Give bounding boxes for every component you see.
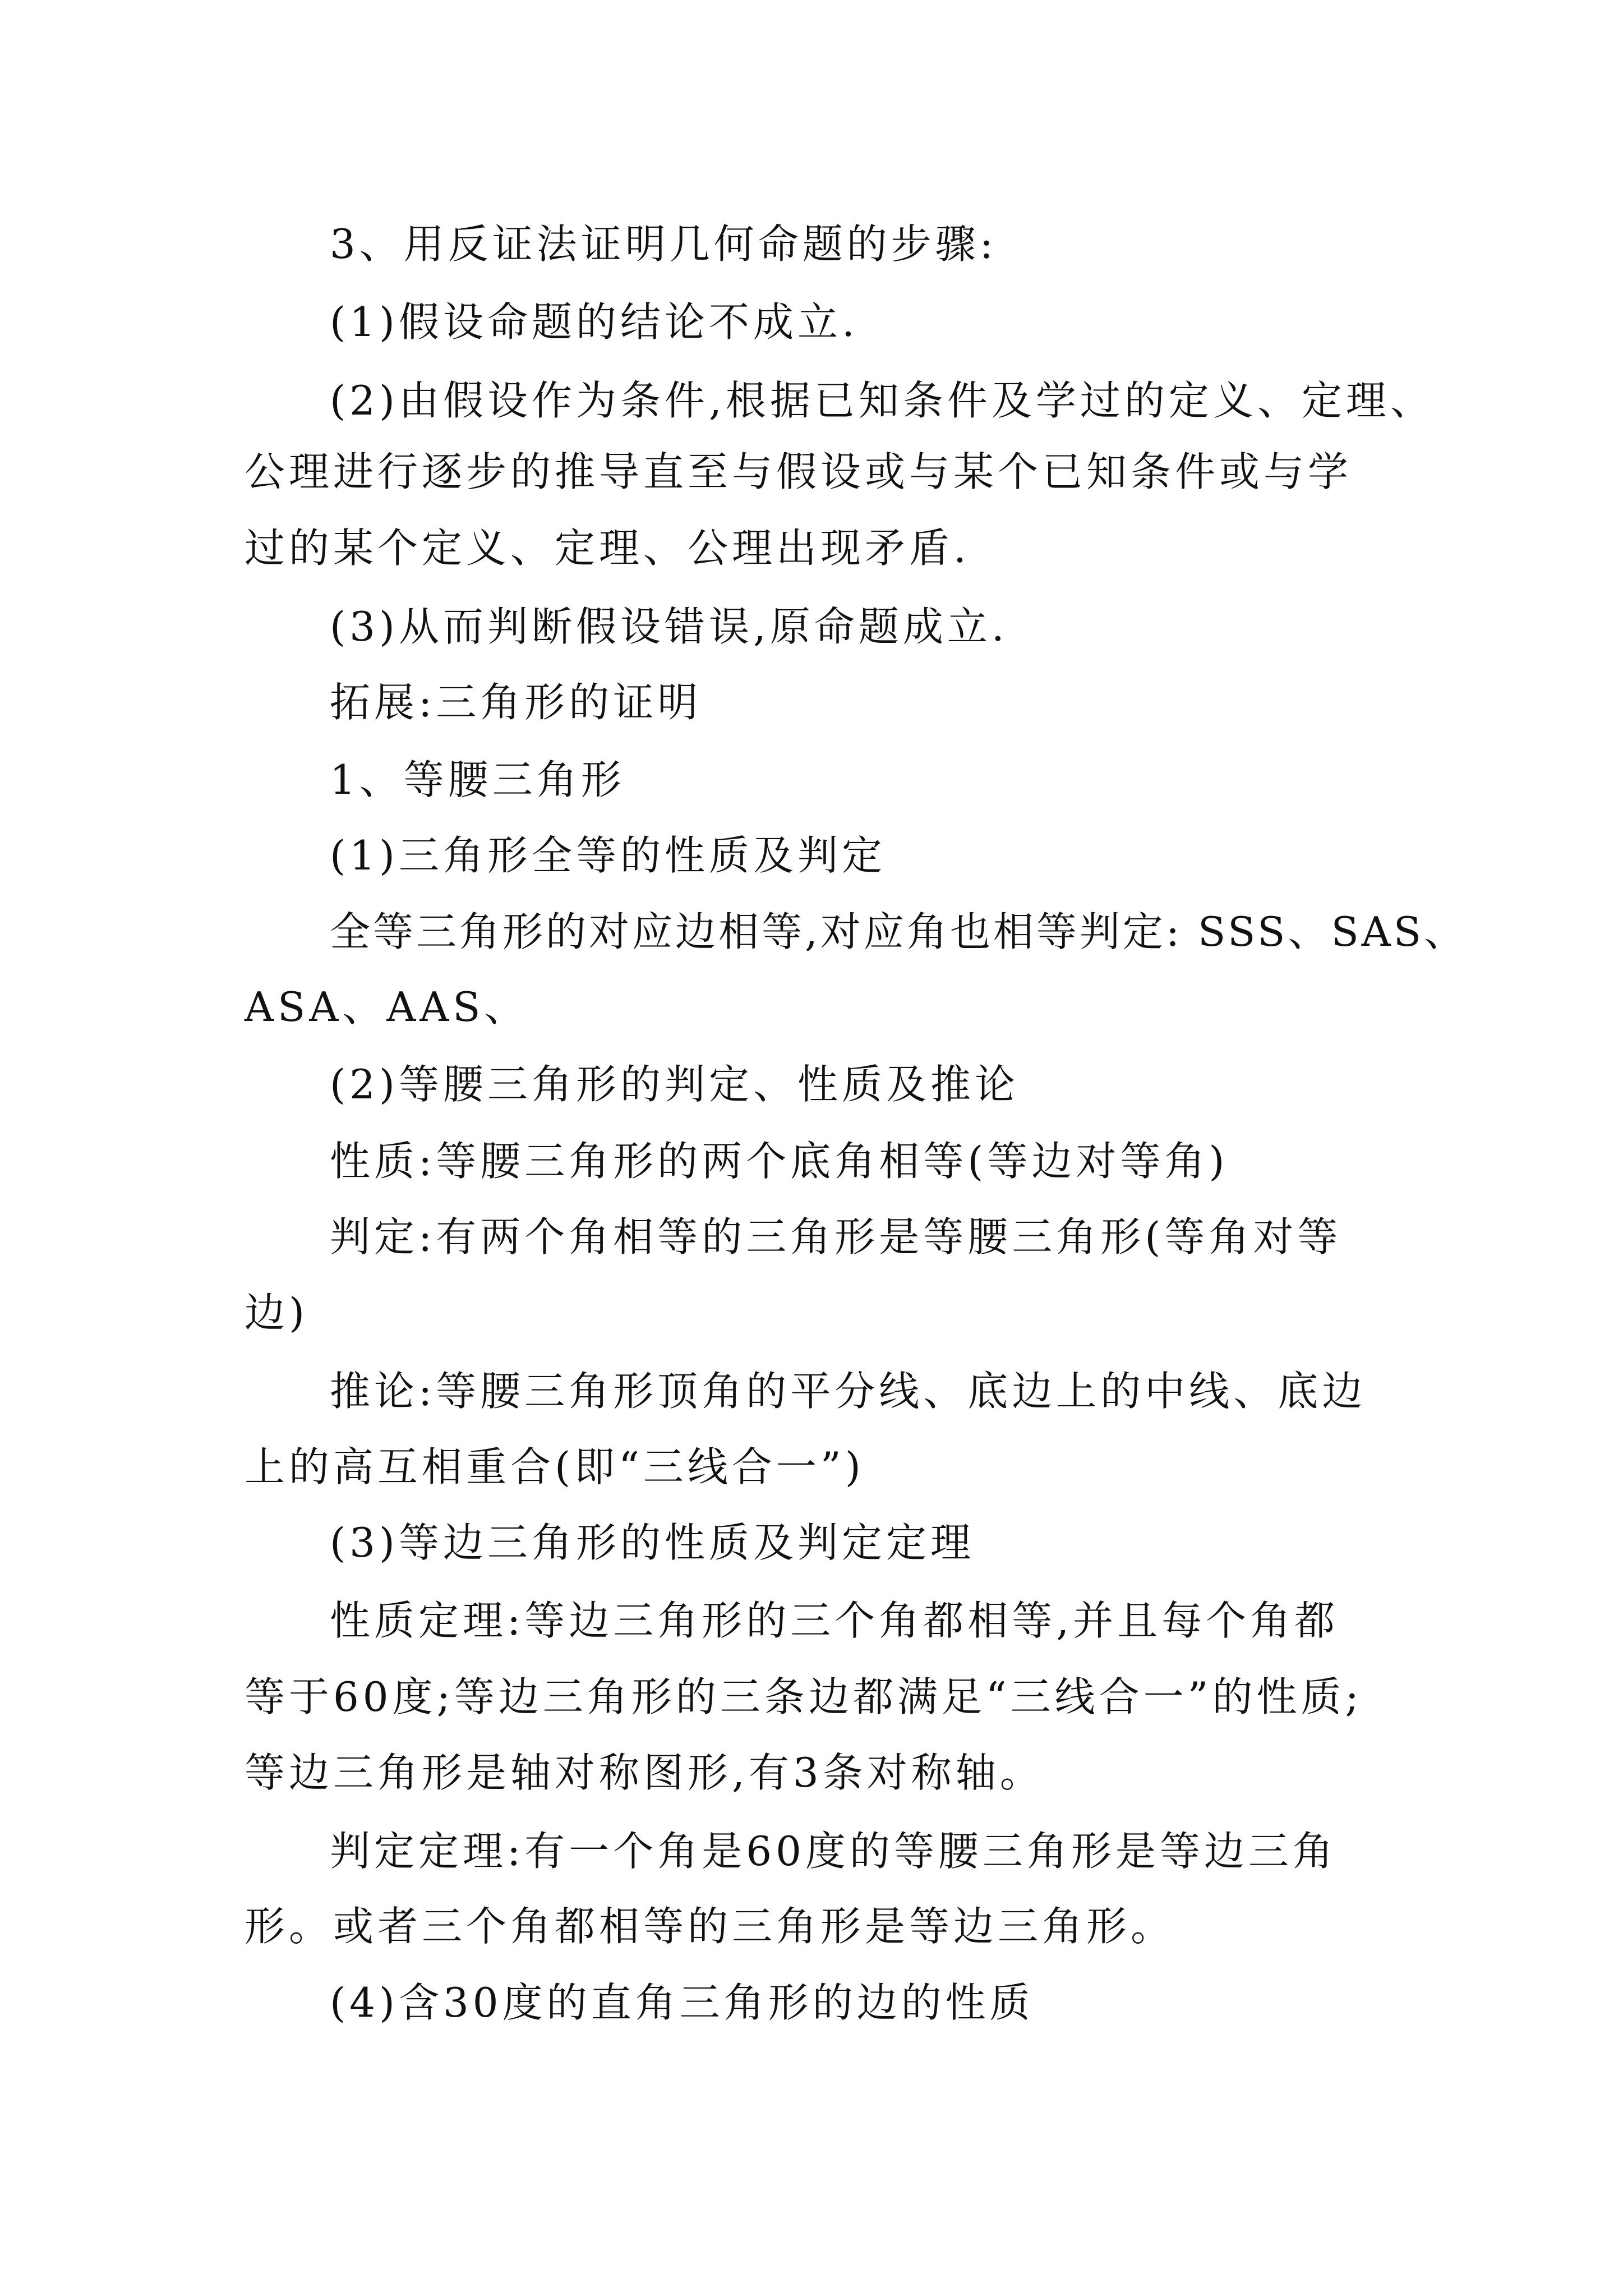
paragraph-line: (4)含30度的直角三角形的边的性质 — [330, 1979, 1034, 2026]
paragraph-line: 性质定理:等边三角形的三个角都相等,并且每个角都 — [330, 1597, 1339, 1644]
paragraph-line: 3、用反证法证明几何命题的步骤: — [330, 220, 998, 268]
paragraph-line: 推论:等腰三角形顶角的平分线、底边上的中线、底边 — [330, 1368, 1367, 1415]
paragraph-line: 全等三角形的对应边相等,对应角也相等判定: SSS、SAS、 — [330, 908, 1468, 955]
paragraph-line: (1)假设命题的结论不成立. — [330, 298, 859, 346]
paragraph-line: (2)等腰三角形的判定、性质及推论 — [330, 1061, 1019, 1108]
paragraph-line: 判定定理:有一个角是60度的等腰三角形是等边三角 — [330, 1828, 1337, 1875]
paragraph-line: 形。或者三个角都相等的三角形是等边三角形。 — [245, 1903, 1175, 1950]
paragraph-line: 判定:有两个角相等的三角形是等腰三角形(等角对等 — [330, 1213, 1342, 1260]
paragraph-line: 性质:等腰三角形的两个底角相等(等边对等角) — [330, 1138, 1229, 1185]
paragraph-line: (3)从而判断假设错误,原命题成立. — [330, 603, 1008, 650]
paragraph-line: 边) — [245, 1289, 309, 1336]
paragraph-line: (2)由假设作为条件,根据已知条件及学过的定义、定理、 — [330, 377, 1435, 424]
paragraph-line: 拓展:三角形的证明 — [330, 679, 702, 726]
paragraph-line: (3)等边三角形的性质及判定定理 — [330, 1519, 975, 1566]
paragraph-line: ASA、AAS、 — [245, 983, 529, 1030]
paragraph-line: 公理进行逐步的推导直至与假设或与某个已知条件或与学 — [245, 448, 1353, 495]
paragraph-line: 1、等腰三角形 — [330, 756, 625, 803]
paragraph-line: 过的某个定义、定理、公理出现矛盾. — [245, 524, 970, 572]
paragraph-line: 等边三角形是轴对称图形,有3条对称轴。 — [245, 1749, 1044, 1796]
paragraph-line: 等于60度;等边三角形的三条边都满足“三线合一”的性质; — [245, 1673, 1363, 1720]
paragraph-line: 上的高互相重合(即“三线合一”) — [245, 1443, 865, 1490]
paragraph-line: (1)三角形全等的性质及判定 — [330, 832, 886, 879]
